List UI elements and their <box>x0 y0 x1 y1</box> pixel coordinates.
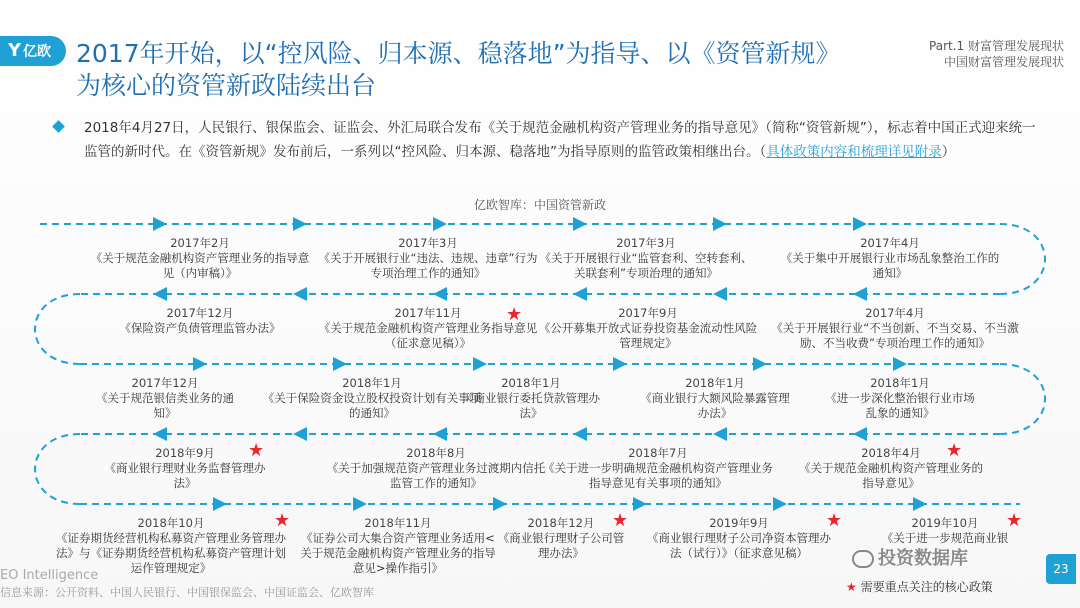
key-policy-star-icon: ★ <box>946 440 963 461</box>
node-date: 2019年9月 <box>709 516 769 530</box>
node-date: 2018年11月 <box>364 516 432 530</box>
node-date: 2018年9月 <box>155 446 215 460</box>
node-desc: 《关于规范银信类业务的通知》 <box>96 391 234 420</box>
timeline-node <box>90 236 310 281</box>
timeline-node <box>820 376 980 421</box>
timeline-title: 亿欧智库：中国资管新政 <box>473 198 606 212</box>
timeline-node <box>90 306 310 336</box>
node-date: 2017年4月 <box>860 236 920 250</box>
intro-body: 2018年4月27日，人民银行、银保监会、证监会、外汇局联合发布《关于规范金融机构资产管理业务的指导意见》（简称“资管新规”），标志着中国正式迎来统一监管的新时代。在《资管新规》发布前后，一系列以“控风险、归本源、稳落地”为指导原则的监管政策相继出台。（ <box>84 120 1036 160</box>
legend-star-icon: ★ <box>846 580 857 594</box>
node-desc: 《保险资产负债管理监管办法》 <box>119 321 281 335</box>
timeline-node <box>456 376 606 421</box>
page-number: 23 <box>1046 554 1076 584</box>
watermark-text: EO Intelligence <box>0 568 99 583</box>
node-desc: 《关于保险资金设立股权投资计划有关事项的通知》 <box>262 391 482 420</box>
node-desc: 《关于开展银行业“监管套利、空转套利、关联套利”专项治理的通知》 <box>539 251 753 280</box>
node-date: 2019年10月 <box>911 516 979 530</box>
timeline-node <box>262 376 482 421</box>
node-date: 2018年1月 <box>685 376 745 390</box>
page-title: 2017年开始，以“控风险、归本源、稳落地”为指导、以《资管新规》为核心的资管新政陆续出台 <box>76 39 829 100</box>
node-date: 2017年9月 <box>618 306 678 320</box>
node-desc: 《关于开展银行业“违法、违规、违章”行为专项治理工作的通知》 <box>318 251 538 280</box>
node-desc: 《公开募集开放式证券投资基金流动性风险管理规定》 <box>538 321 758 350</box>
logo-text: 亿欧 <box>23 44 52 60</box>
node-date: 2018年1月 <box>342 376 402 390</box>
timeline-node <box>538 306 758 351</box>
wechat-watermark <box>852 544 1042 570</box>
node-desc: 《关于集中开展银行业市场乱象整治工作的通知》 <box>780 251 1000 280</box>
node-desc: 《关于加强规范资产管理业务过渡期内信托监管工作的通知》 <box>326 461 546 490</box>
node-date: 2018年7月 <box>628 446 688 460</box>
node-desc: 《商业银行理财子公司管理办法》 <box>497 531 625 560</box>
appendix-link[interactable]: 具体政策内容和梳理详见附录 <box>766 144 942 160</box>
timeline-node <box>90 376 240 421</box>
node-desc: 《商业银行理财业务监督管理办法》 <box>104 461 266 490</box>
legend <box>846 578 993 595</box>
timeline-node <box>56 516 286 576</box>
timeline-node <box>780 236 1000 281</box>
node-desc: 《证券期货经营机构私募资产管理业务管理办法》与《证券期货经营机构私募资产管理计划运作管理规定》 <box>56 531 286 575</box>
node-desc: 《关于进一步规范商业银 <box>881 531 1009 545</box>
node-desc: 《证券公司大集合资产管理业务适用<关于规范金融机构资产管理业务的指导意见>操作指引》 <box>300 531 496 575</box>
timeline-node <box>318 236 538 281</box>
wechat-icon <box>852 550 874 568</box>
node-date: 2018年8月 <box>406 446 466 460</box>
node-date: 2018年10月 <box>137 516 205 530</box>
timeline-node <box>496 516 626 561</box>
node-date: 2017年12月 <box>131 376 199 390</box>
node-desc: 《关于规范金融机构资产管理业务指导意见（征求意见稿）》 <box>318 321 538 350</box>
intro-tail: ） <box>941 144 956 160</box>
timeline-node <box>860 516 1030 546</box>
timeline-node <box>540 446 776 491</box>
node-date: 2018年1月 <box>870 376 930 390</box>
section-part: Part.1 财富管理发展现状 <box>929 39 1064 53</box>
timeline-node <box>326 446 546 491</box>
node-desc: 《关于规范金融机构资产管理业务的指导意见》 <box>799 461 983 490</box>
timeline-node <box>640 376 790 421</box>
key-policy-star-icon: ★ <box>274 510 291 531</box>
node-desc: 《关于规范金融机构资产管理业务的指导意见（内审稿）》 <box>90 251 310 280</box>
node-date: 2017年3月 <box>616 236 676 250</box>
node-desc: 《进一步深化整治银行业市场乱象的通知》 <box>825 391 975 420</box>
wechat-text: 投资数据库 <box>878 548 968 569</box>
key-policy-star-icon: ★ <box>248 440 265 461</box>
timeline-node <box>100 446 270 491</box>
timeline-node <box>318 306 538 351</box>
node-desc: 《关于进一步明确规范金融机构资产管理业务指导意见有关事项的通知》 <box>543 461 773 490</box>
timeline-node <box>298 516 498 576</box>
section-sub: 中国财富管理发展现状 <box>943 55 1064 69</box>
node-desc: 《关于开展银行业“不当创新、不当交易、不当激励、不当收费”专项治理工作的通知》 <box>771 321 1019 350</box>
timeline-node <box>536 236 756 281</box>
source-note: 信息来源：公开资料、中国人民银行、中国银保监会、中国证监会、亿欧智库 <box>0 586 374 599</box>
key-policy-star-icon: ★ <box>506 304 523 325</box>
key-policy-star-icon: ★ <box>826 510 843 531</box>
node-desc: 《商业银行大额风险暴露管理办法》 <box>640 391 790 420</box>
node-date: 2018年1月 <box>501 376 561 390</box>
node-date: 2018年4月 <box>861 446 921 460</box>
key-policy-star-icon: ★ <box>1006 510 1023 531</box>
timeline-node <box>644 516 834 561</box>
node-date: 2017年12月 <box>166 306 234 320</box>
node-desc: 《商业银行委托贷款管理办法》 <box>462 391 600 420</box>
node-desc: 《商业银行理财子公司净资本管理办法（试行）》（征求意见稿） <box>647 531 831 560</box>
logo-mark-icon: Y <box>8 40 22 61</box>
node-date: 2017年4月 <box>865 306 925 320</box>
timeline-node <box>760 306 1030 351</box>
key-policy-star-icon: ★ <box>612 510 629 531</box>
node-date: 2018年12月 <box>527 516 595 530</box>
node-date: 2017年3月 <box>398 236 458 250</box>
node-date: 2017年2月 <box>170 236 230 250</box>
legend-label: 需要重点关注的核心政策 <box>860 580 993 594</box>
node-date: 2017年11月 <box>394 306 462 320</box>
